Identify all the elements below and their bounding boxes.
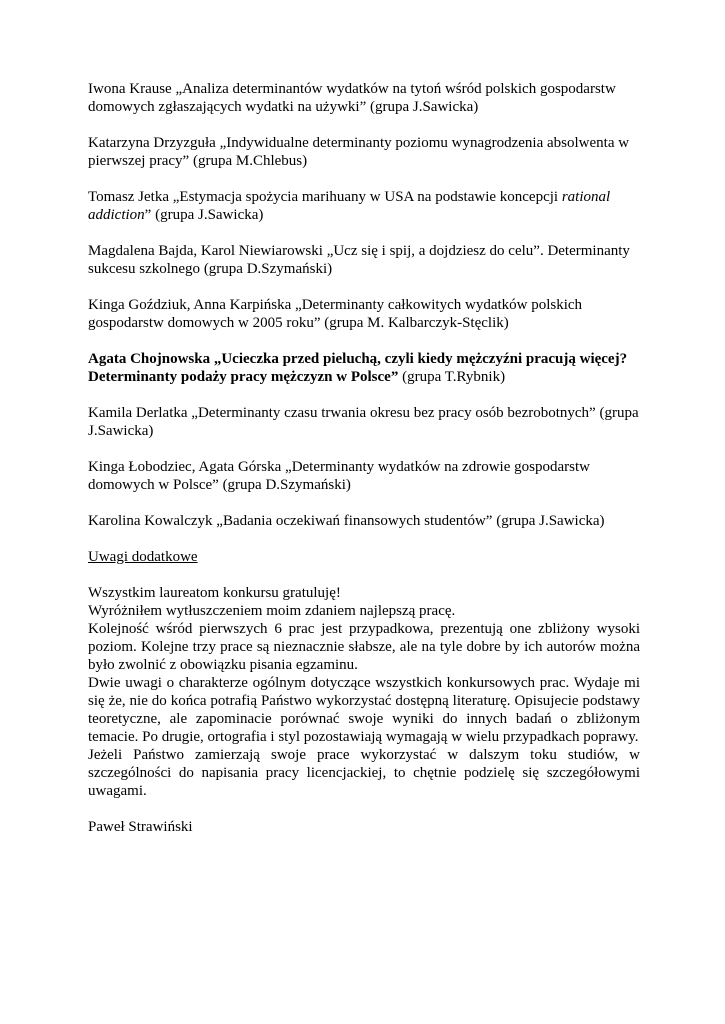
entry-title: „Indywidualne determinanty poziomu wynagrodzenia absolwenta w pierwszej pracy” — [88, 135, 630, 169]
entry-group: (grupa J.Sawicka) — [88, 405, 639, 439]
entry-9 — [88, 512, 640, 530]
note-paragraph: Jeżeli Państwo zamierzają swoje prace wykorzystać w dalszym toku studiów, w szczególności do napisania pracy licencjackiej, to chętnie podzielę się szczegółowymi uwagami. — [88, 747, 640, 799]
entry-group: (grupa J.Sawicka) — [496, 513, 605, 529]
entry-8 — [88, 458, 640, 494]
entry-4 — [88, 242, 640, 278]
entry-title: „Determinanty całkowitych wydatków polskich gospodarstw domowych w 2005 roku” — [88, 297, 583, 331]
entry-group: (grupa D.Szymański) — [203, 261, 333, 277]
notes-heading: Uwagi dodatkowe — [88, 549, 198, 565]
note-paragraph: Dwie uwagi o charakterze ogólnym dotyczące wszystkich konkursowych prac. Wydaje mi się że, nie do końca potrafią Państwo wykorzystać dostępną literaturę. Opisujecie podstawy teoretyczne, ale zapominacie porównać swoje wyniki do innych badań o zbliżonym temacie. Po drugie, ortografia i styl pozostawiają wymagają w wielu przypadkach poprawy. — [88, 675, 640, 745]
entry-authors: Magdalena Bajda, Karol Niewiarowski — [88, 243, 323, 259]
entry-authors: Kinga Łobodziec, Agata Górska — [88, 459, 282, 475]
entry-highlighted — [88, 350, 640, 386]
note-paragraph: Kolejność wśród pierwszych 6 prac jest przypadkowa, prezentują one zbliżony wysoki poziom. Kolejne trzy prace są nieznacznie słabsze, ale na tyle dobre by ich autorów można było zwolnić z obowiązku pisania egzaminu. — [88, 621, 640, 673]
entry-title: „Estymacja spożycia marihuany w USA na podstawie koncepcji — [172, 189, 562, 205]
best-paper-title: Agata Chojnowska „Ucieczka przed pieluchą, czyli kiedy mężczyźni pracują więcej? Determinanty podaży pracy mężczyzn w Polsce” — [88, 351, 628, 385]
entry-title: „Badania oczekiwań finansowych studentów” — [216, 513, 493, 529]
entry-group: (grupa M.Chlebus) — [192, 153, 308, 169]
entry-authors: Kamila Derlatka — [88, 405, 188, 421]
entry-group: (grupa J.Sawicka) — [155, 207, 264, 223]
entry-title: „Ucz się i spij, a dojdziesz do celu”. Determinanty sukcesu szkolnego — [88, 243, 630, 277]
entry-authors: Kinga Goździuk, Anna Karpińska — [88, 297, 292, 313]
entry-authors: Karolina Kowalczyk — [88, 513, 213, 529]
entry-7 — [88, 404, 640, 440]
entry-authors: Tomasz Jetka — [88, 189, 170, 205]
entry-2 — [88, 134, 640, 170]
signature: Paweł Strawiński — [88, 819, 193, 835]
note-paragraph: Wyróżniłem wytłuszczeniem moim zdaniem najlepszą pracę. — [88, 603, 456, 619]
note-paragraph: Wszystkim laureatom konkursu gratuluję! — [88, 585, 341, 601]
entry-5 — [88, 296, 640, 332]
entry-authors: Iwona Krause — [88, 81, 172, 97]
entry-group: (grupa D.Szymański) — [222, 477, 351, 493]
entry-group: (grupa J.Sawicka) — [369, 99, 479, 115]
entry-3 — [88, 188, 640, 224]
entry-group: (grupa M. Kalbarczyk-Stęclik) — [324, 315, 509, 331]
entry-title: „Analiza determinantów wydatków na tytoń wśród polskich gospodarstw domowych zgłaszających wydatki na używki” — [88, 81, 616, 115]
entry-1 — [88, 80, 640, 116]
notes-section — [88, 584, 640, 800]
entry-authors: Katarzyna Drzyzguła — [88, 135, 216, 151]
entry-title: „Determinanty wydatków na zdrowie gospodarstw domowych w Polsce” — [88, 459, 590, 493]
entry-group: (grupa T.Rybnik) — [402, 369, 506, 385]
entry-title: „Determinanty czasu trwania okresu bez pracy osób bezrobotnych” — [191, 405, 596, 421]
entry-title-end: ” — [144, 207, 152, 223]
entry-title-italic: rational addiction — [88, 189, 611, 223]
document-page — [88, 80, 640, 836]
